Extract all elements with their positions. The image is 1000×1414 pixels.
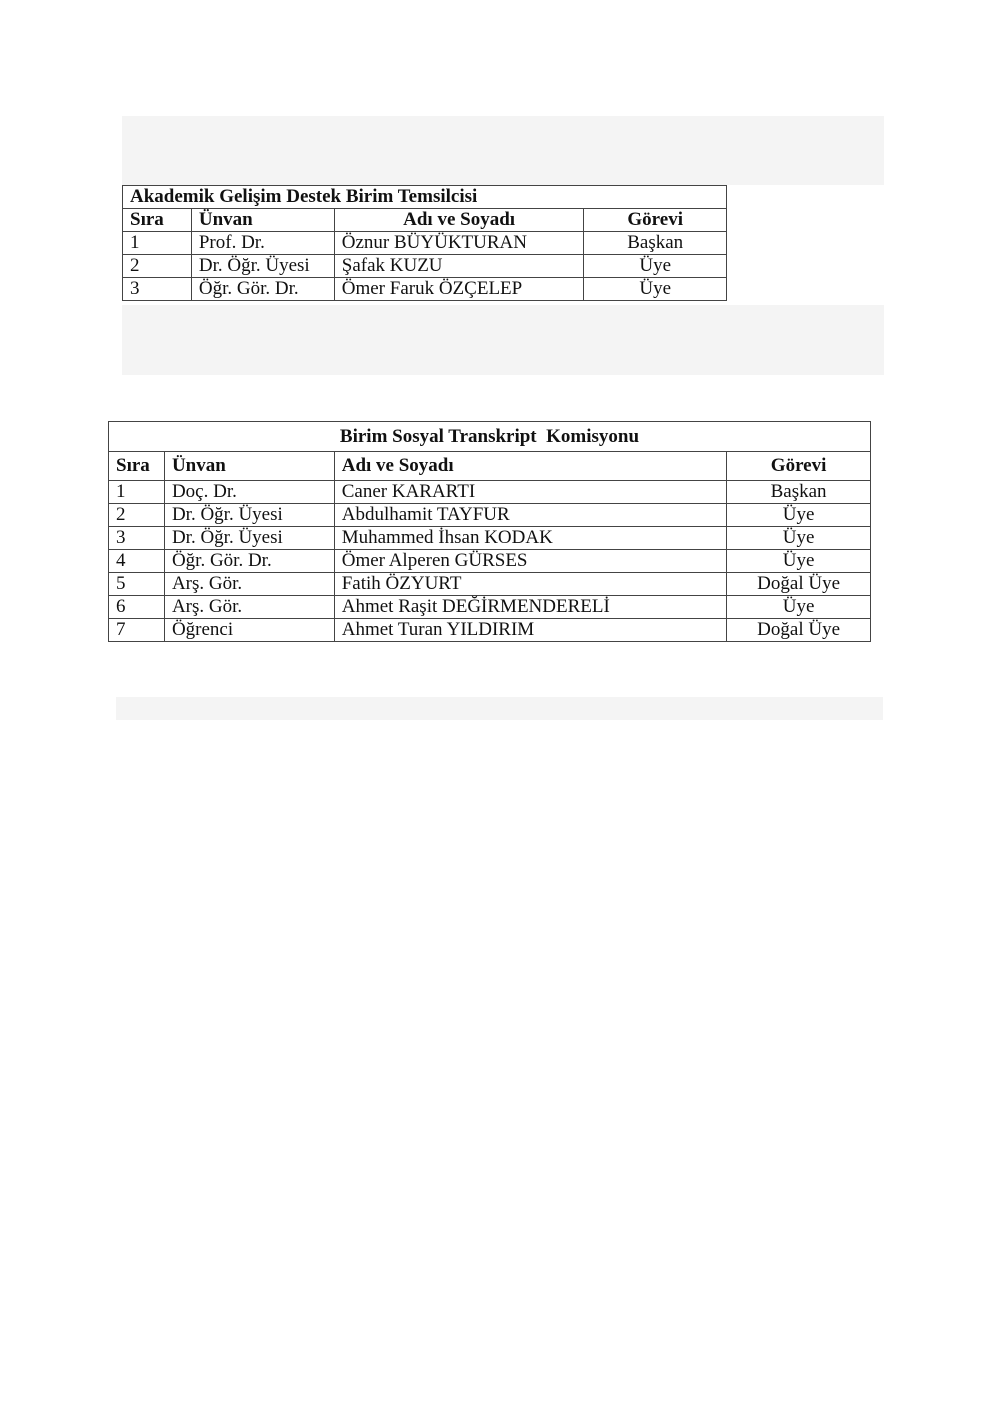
cell-sira: 5 bbox=[109, 573, 165, 596]
cell-gorevi: Başkan bbox=[584, 232, 727, 255]
cell-unvan: Dr. Öğr. Üyesi bbox=[191, 255, 334, 278]
cell-sira: 6 bbox=[109, 596, 165, 619]
table-row bbox=[109, 573, 871, 596]
cell-sira: 3 bbox=[109, 527, 165, 550]
cell-gorevi: Üye bbox=[584, 255, 727, 278]
table-row bbox=[109, 596, 871, 619]
header-unvan: Ünvan bbox=[164, 452, 334, 481]
cell-gorevi: Üye bbox=[727, 596, 871, 619]
cell-gorevi: Üye bbox=[584, 278, 727, 301]
cell-sira: 1 bbox=[123, 232, 192, 255]
cell-unvan: Öğr. Gör. Dr. bbox=[191, 278, 334, 301]
cell-unvan: Arş. Gör. bbox=[164, 573, 334, 596]
cell-gorevi: Doğal Üye bbox=[727, 573, 871, 596]
sosyal-transkript-table bbox=[108, 421, 871, 642]
header-unvan: Ünvan bbox=[191, 209, 334, 232]
cell-gorevi: Doğal Üye bbox=[727, 619, 871, 642]
shaded-band-middle bbox=[122, 305, 884, 375]
cell-sira: 1 bbox=[109, 481, 165, 504]
cell-gorevi: Başkan bbox=[727, 481, 871, 504]
cell-gorevi: Üye bbox=[727, 504, 871, 527]
cell-adi-soyadi: Caner KARARTI bbox=[334, 481, 726, 504]
cell-unvan: Öğr. Gör. Dr. bbox=[164, 550, 334, 573]
cell-gorevi: Üye bbox=[727, 527, 871, 550]
cell-adi-soyadi: Muhammed İhsan KODAK bbox=[334, 527, 726, 550]
cell-unvan: Dr. Öğr. Üyesi bbox=[164, 527, 334, 550]
header-gorevi: Görevi bbox=[584, 209, 727, 232]
table-title: Birim Sosyal Transkript Komisyonu bbox=[109, 422, 871, 452]
table-row bbox=[123, 232, 727, 255]
header-adi-soyadi: Adı ve Soyadı bbox=[334, 209, 584, 232]
cell-gorevi: Üye bbox=[727, 550, 871, 573]
table-title-row bbox=[123, 186, 727, 209]
cell-adi-soyadi: Abdulhamit TAYFUR bbox=[334, 504, 726, 527]
header-sira: Sıra bbox=[109, 452, 165, 481]
table-header-row bbox=[123, 209, 727, 232]
header-adi-soyadi: Adı ve Soyadı bbox=[334, 452, 726, 481]
header-gorevi: Görevi bbox=[727, 452, 871, 481]
shaded-band-bottom bbox=[116, 697, 883, 720]
cell-unvan: Prof. Dr. bbox=[191, 232, 334, 255]
cell-unvan: Dr. Öğr. Üyesi bbox=[164, 504, 334, 527]
table-row bbox=[123, 278, 727, 301]
cell-adi-soyadi: Ahmet Raşit DEĞİRMENDERELİ bbox=[334, 596, 726, 619]
cell-adi-soyadi: Fatih ÖZYURT bbox=[334, 573, 726, 596]
cell-adi-soyadi: Ömer Alperen GÜRSES bbox=[334, 550, 726, 573]
cell-unvan: Doç. Dr. bbox=[164, 481, 334, 504]
cell-sira: 4 bbox=[109, 550, 165, 573]
table-title-row bbox=[109, 422, 871, 452]
table-row bbox=[109, 619, 871, 642]
shaded-band-top bbox=[122, 116, 884, 185]
header-sira: Sıra bbox=[123, 209, 192, 232]
table-row bbox=[109, 550, 871, 573]
cell-sira: 7 bbox=[109, 619, 165, 642]
table-title: Akademik Gelişim Destek Birim Temsilcisi bbox=[123, 186, 727, 209]
cell-sira: 3 bbox=[123, 278, 192, 301]
cell-sira: 2 bbox=[109, 504, 165, 527]
cell-adi-soyadi: Öznur BÜYÜKTURAN bbox=[334, 232, 584, 255]
cell-unvan: Arş. Gör. bbox=[164, 596, 334, 619]
cell-adi-soyadi: Ömer Faruk ÖZÇELEP bbox=[334, 278, 584, 301]
table-row bbox=[109, 481, 871, 504]
cell-adi-soyadi: Ahmet Turan YILDIRIM bbox=[334, 619, 726, 642]
table-row bbox=[109, 527, 871, 550]
cell-sira: 2 bbox=[123, 255, 192, 278]
cell-adi-soyadi: Şafak KUZU bbox=[334, 255, 584, 278]
cell-unvan: Öğrenci bbox=[164, 619, 334, 642]
table-header-row bbox=[109, 452, 871, 481]
table-row bbox=[109, 504, 871, 527]
akademik-gelisim-table bbox=[122, 185, 727, 301]
table-row bbox=[123, 255, 727, 278]
